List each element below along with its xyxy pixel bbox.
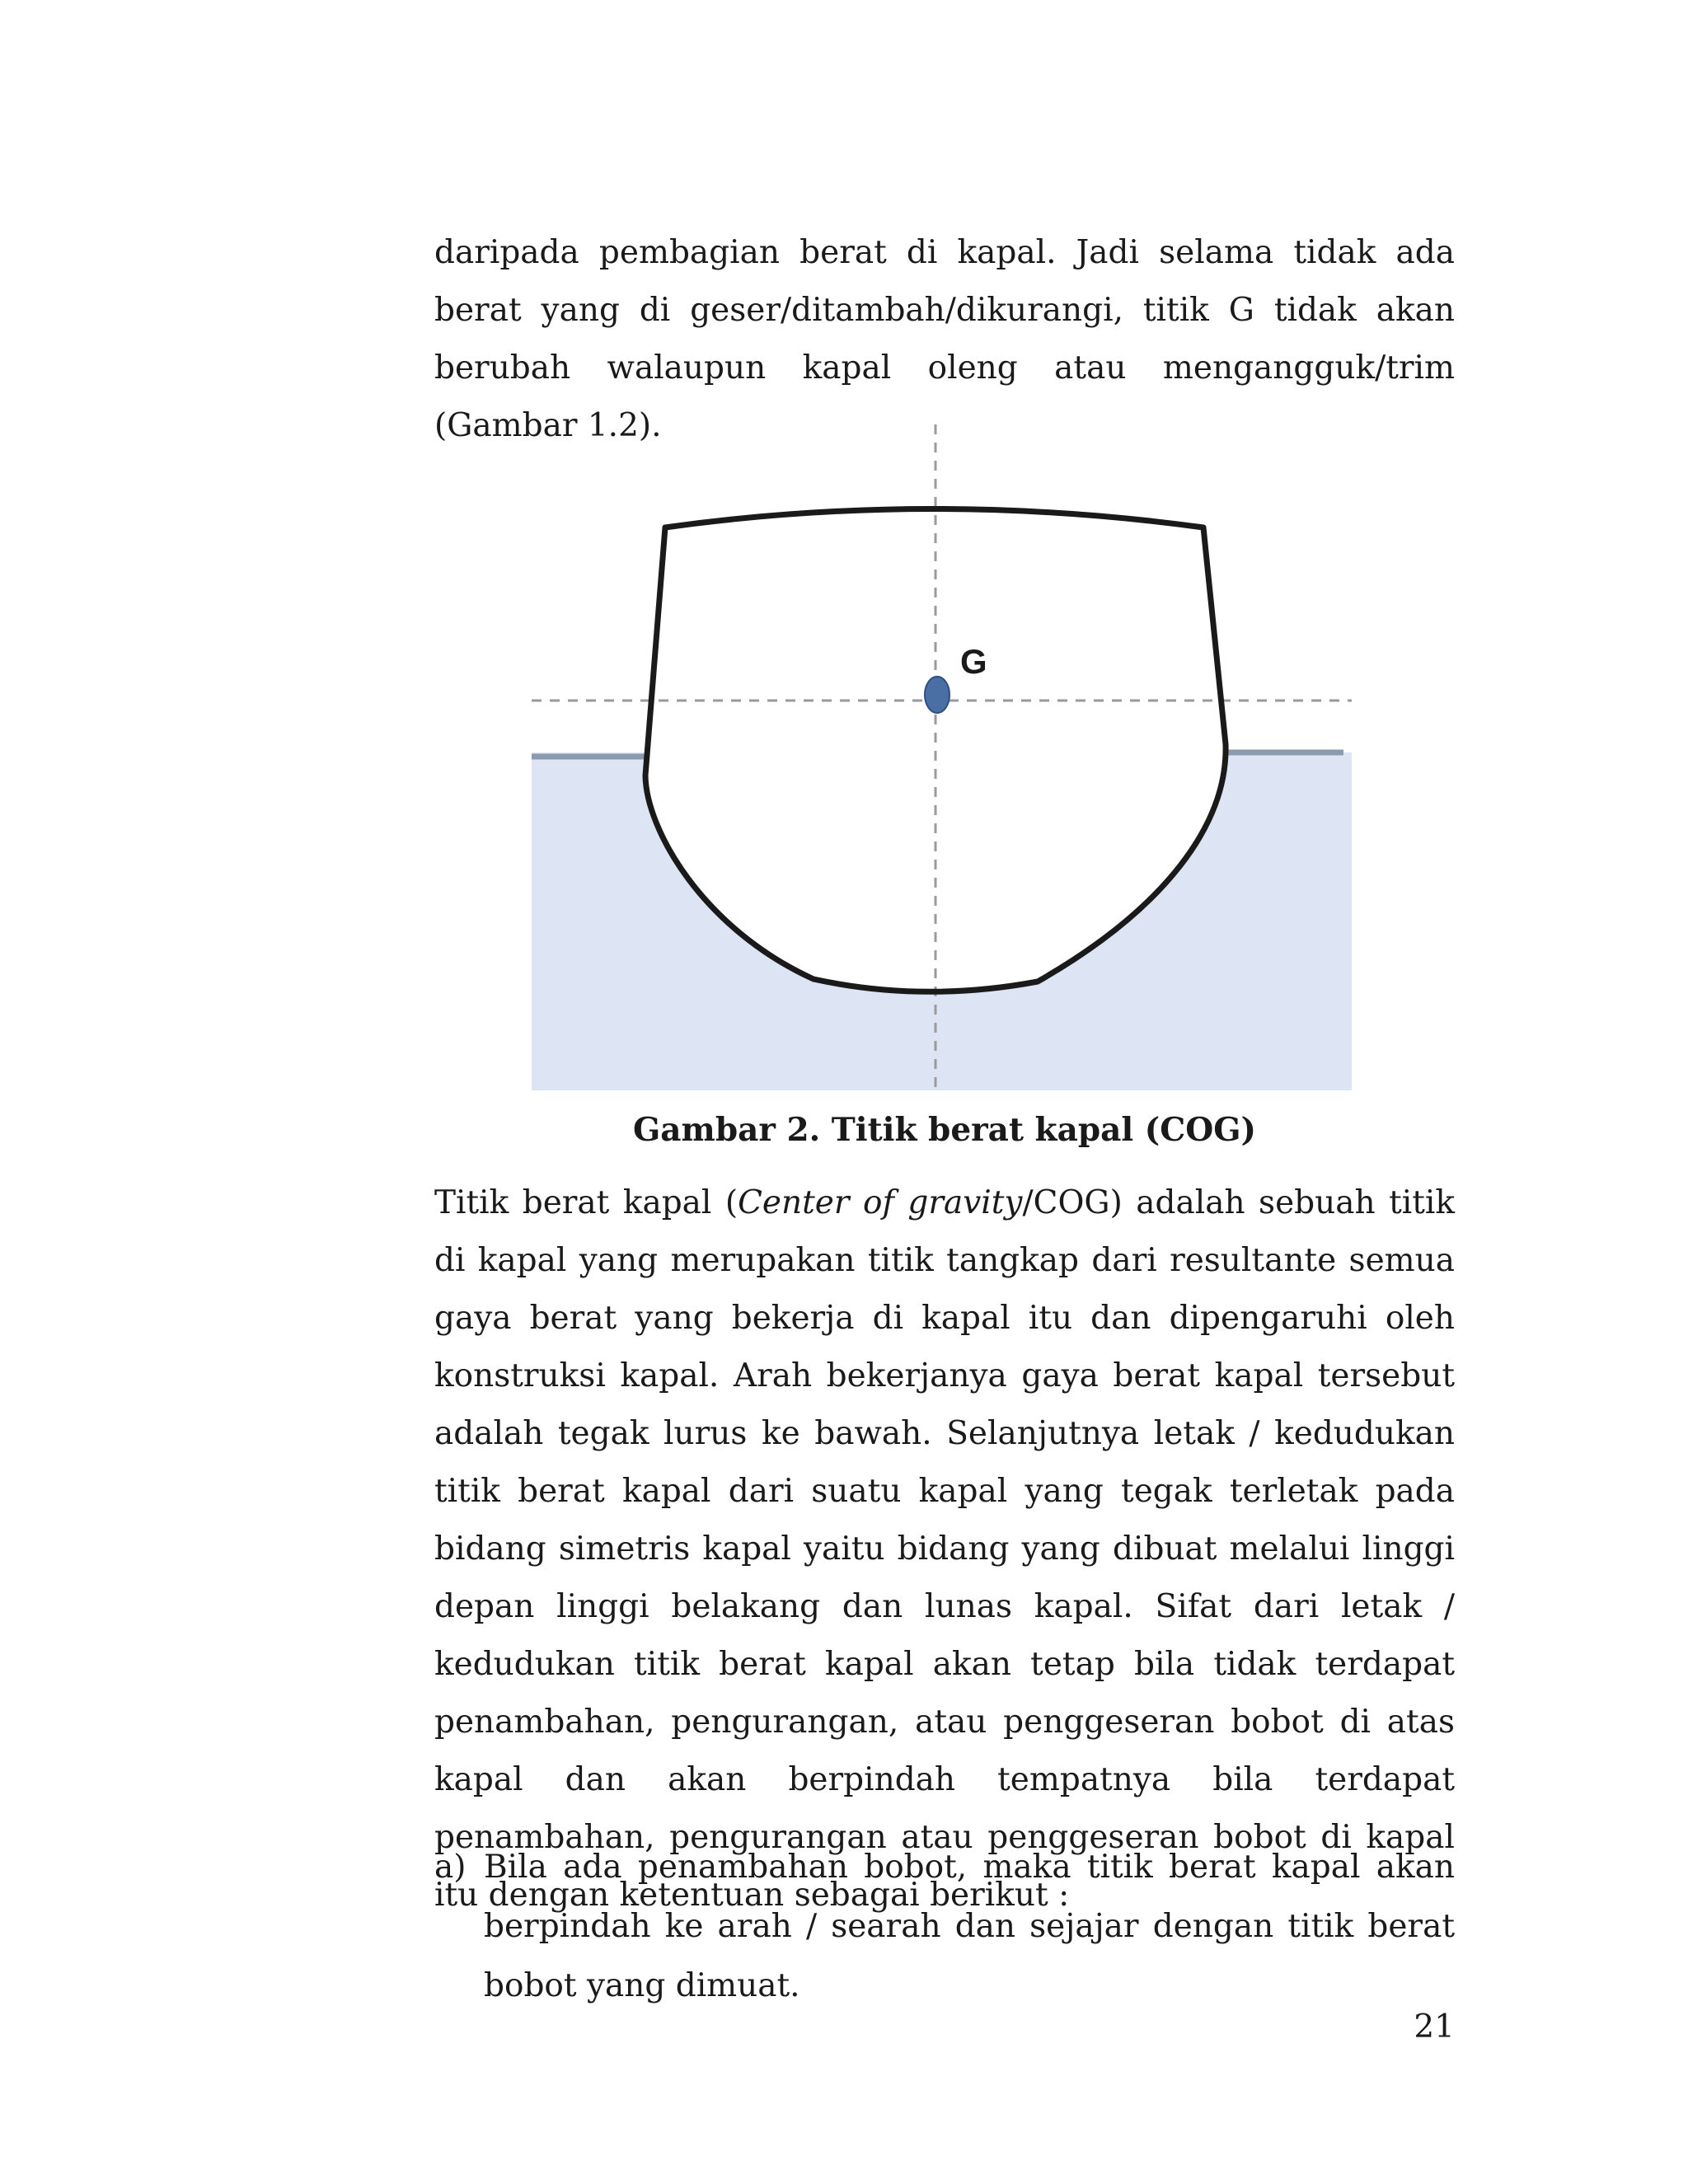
page-number: 21 [1414,2008,1455,2046]
body-paragraph [434,1174,1455,1924]
body-rest: /COG) adalah sebuah titik di kapal yang merupakan titik tangkap dari resultante semua gaya berat yang bekerja di kapal itu dan dipengaruhi oleh konstruksi kapal. Arah bekerjanya gaya berat kapal tersebut adalah tegak lurus ke bawah. Selanjutnya letak / kedudukan titik berat kapal dari suatu kapal yang tegak terletak pada bidang simetris kapal yaitu bidang yang dibuat melalui linggi depan linggi belakang dan lunas kapal. Sifat dari letak / kedudukan titik berat kapal akan tetap bila tidak terdapat penambahan, pengurangan, atau penggeseran bobot di atas kapal dan akan berpindah tempatnya bila terdapat penambahan, pengurangan atau penggeseran bobot di kapal itu dengan ketentuan sebagai berikut : [434,1184,1455,1914]
ship-cog-figure [532,424,1352,1090]
body-lead: Titik berat kapal ( [434,1184,738,1221]
intro-paragraph: daripada pembagian berat di kapal. Jadi selama tidak ada berat yang di geser/ditambah/dikurangi, titik G tidak akan berubah walaupun kapal oleng atau mengangguk/trim (Gambar 1.2). [434,234,1455,444]
body-term-italic: Center of gravity [738,1184,1023,1221]
list-item-a [434,1838,1455,2016]
center-of-gravity-point [925,677,950,713]
g-label: G [960,642,987,681]
list-item-text: Bila ada penambahan bobot, maka titik berat kapal akan berpindah ke arah / searah dan sejajar dengan titik berat bobot yang dimuat. [484,1849,1455,2004]
figure-caption: Gambar 2. Titik berat kapal (COG) [632,1111,1256,1149]
list-marker: a) [434,1849,467,1886]
ship-cross-section-diagram [532,424,1352,1090]
